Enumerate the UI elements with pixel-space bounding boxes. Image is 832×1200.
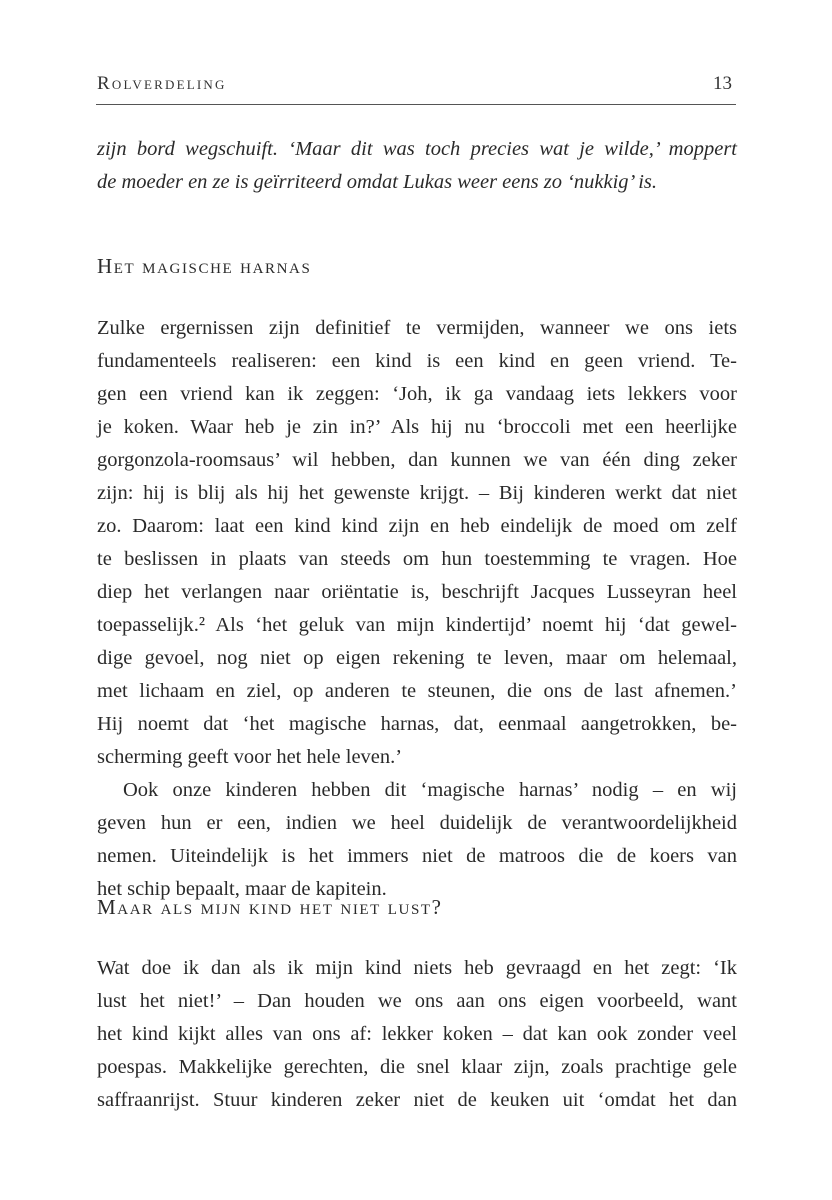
- text-line: toepasselijk.² Als ‘het geluk van mijn kindertijd’ noemt hij ‘dat gewel-: [97, 614, 737, 636]
- text-line: dige gevoel, nog niet op eigen rekening te leven, maar om helemaal,: [97, 647, 737, 669]
- text-line: saffraanrijst. Stuur kinderen zeker niet de keuken uit ‘omdat het dan: [97, 1089, 737, 1111]
- text-line: nemen. Uiteindelijk is het immers niet de matroos die de koers van: [97, 845, 737, 867]
- text-line: met lichaam en ziel, op anderen te steunen, die ons de last afnemen.’: [97, 680, 737, 702]
- text-line: diep het verlangen naar oriëntatie is, beschrijft Jacques Lusseyran heel: [97, 581, 737, 603]
- text-line: het schip bepaalt, maar de kapitein.: [97, 878, 387, 900]
- text-line: fundamenteels realiseren: een kind is een kind en geen vriend. Te-: [97, 350, 737, 372]
- section-1-body: [97, 312, 737, 906]
- text-line: Zulke ergernissen zijn definitief te vermijden, wanneer we ons iets: [97, 317, 737, 339]
- running-head: Rolverdeling: [97, 73, 227, 94]
- text-line: Ook onze kinderen hebben dit ‘magische harnas’ nodig – en wij: [123, 779, 737, 801]
- page-number: 13: [713, 73, 732, 94]
- text-line: zijn: hij is blij als hij het gewenste krijgt. – Bij kinderen werkt dat niet: [97, 482, 737, 504]
- text-line: zo. Daarom: laat een kind kind zijn en heb eindelijk de moed om zelf: [97, 515, 737, 537]
- intro-paragraph: [97, 133, 737, 199]
- text-line: gen een vriend kan ik zeggen: ‘Joh, ik ga vandaag iets lekkers voor: [97, 383, 737, 405]
- text-line: Wat doe ik dan als ik mijn kind niets heb gevraagd en het zegt: ‘Ik: [97, 957, 737, 979]
- section-2-body: [97, 952, 737, 1117]
- text-line: gorgonzola-roomsaus’ wil hebben, dan kunnen we van één ding zeker: [97, 449, 737, 471]
- section-heading: Maar als mijn kind het niet lust?: [97, 895, 443, 919]
- text-line: geven hun er een, indien we heel duidelijk de verantwoordelijkheid: [97, 812, 737, 834]
- header-rule: [96, 104, 736, 105]
- text-line: lust het niet!’ – Dan houden we ons aan ons eigen voorbeeld, want: [97, 990, 737, 1012]
- text-line: je koken. Waar heb je zin in?’ Als hij nu ‘broccoli met een heerlijke: [97, 416, 737, 438]
- text-line: de moeder en ze is geïrriteerd omdat Lukas weer eens zo ‘nukkig’ is.: [97, 171, 658, 193]
- text-line: Hij noemt dat ‘het magische harnas, dat, eenmaal aangetrokken, be-: [97, 713, 737, 735]
- text-line: het kind kijkt alles van ons af: lekker koken – dat kan ook zonder veel: [97, 1023, 737, 1045]
- text-line: te beslissen in plaats van steeds om hun toestemming te vragen. Hoe: [97, 548, 737, 570]
- section-heading: Het magische harnas: [97, 254, 312, 278]
- text-line: poespas. Makkelijke gerechten, die snel klaar zijn, zoals prachtige gele: [97, 1056, 737, 1078]
- text-line: zijn bord wegschuift. ‘Maar dit was toch precies wat je wilde,’ moppert: [97, 138, 737, 160]
- text-line: scherming geeft voor het hele leven.’: [97, 746, 403, 768]
